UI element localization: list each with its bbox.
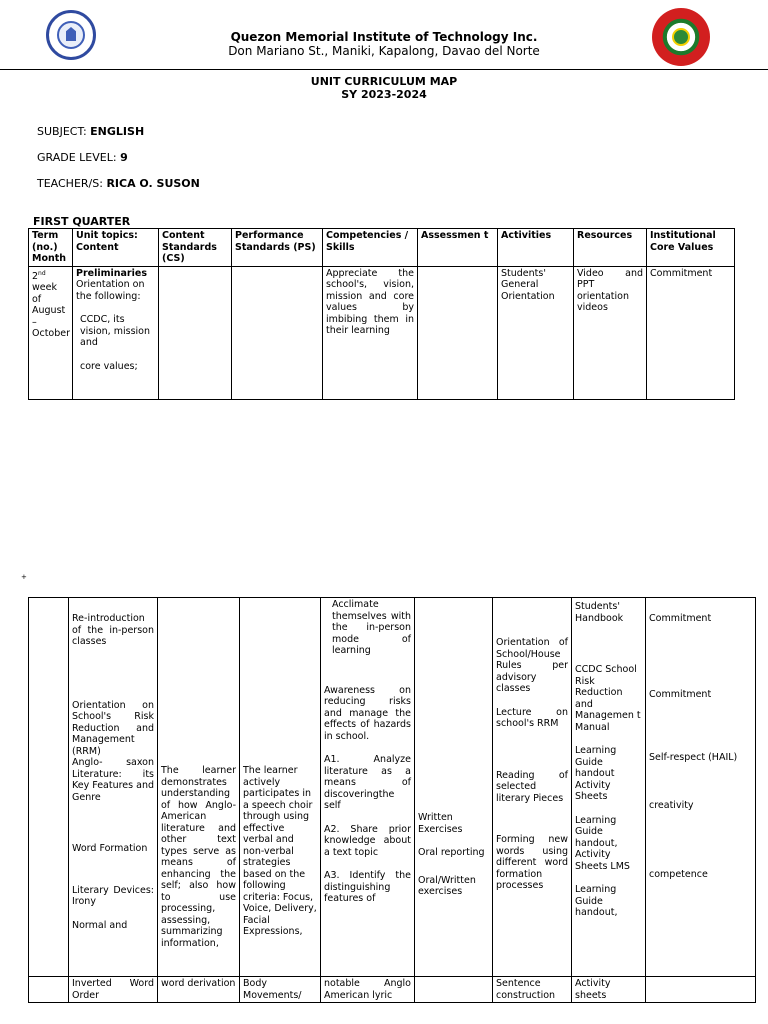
ps-cell: The learner actively participates in a speech choir through using effective verbal and non-verbal strategies based on the following criteria: Focus, Voice, Delivery, Facial Expressions, [240,598,321,977]
content-cell: Re-introduction of the in-person classes Orientation on School's Risk Reduction and Management (RRM) Anglo- saxon Literature: its Key Features and Genre Word Formation Literary Devices: Irony Normal and [69,598,158,977]
header-activities: Activities [498,229,574,267]
assessment-cell: Written Exercises Oral reporting Oral/Written exercises [415,598,493,977]
table-row [29,266,735,399]
ps-cell: Body Movements/ [240,977,321,1003]
activities-cell: Orientation of School/House Rules per advisory classes Lecture on school's RRM Reading of selected literary Pieces Forming new words using different word formation processes [493,598,572,977]
content-cell: Inverted Word Order [69,977,158,1003]
term-cell [29,598,69,977]
header-assessment: Assessmen t [418,229,498,267]
content-cell: Preliminaries Orientation on the following: CCDC, its vision, mission and core values; [73,266,159,399]
curriculum-table-1 [28,228,735,400]
competencies-cell: Acclimate themselves with the in-person mode of learning Awareness on reducing risks and manage the effects of hazards in school. A1. Analyze literature as a means of discoveringthe self A2. Share prior knowledge about a text topic A3. Identify the distinguishing features of [321,598,415,977]
values-cell [646,977,756,1003]
header-content: Unit topics: Content [73,229,159,267]
resources-cell: Activity sheets [572,977,646,1003]
plus-mark: + [21,573,27,581]
grade-line: GRADE LEVEL: 9 [37,151,128,164]
table-row [29,598,756,977]
school-year: SY 2023-2024 [341,88,427,101]
values-cell: Commitment [647,266,735,399]
competencies-cell: notable Anglo American lyric [321,977,415,1003]
teacher-value: RICA O. SUSON [106,177,200,190]
document-title: UNIT CURRICULUM MAP [310,75,458,88]
subject-value: ENGLISH [90,125,145,138]
header-content-standards: Content Standards (CS) [159,229,232,267]
cs-cell [159,266,232,399]
header-resources: Resources [574,229,647,267]
ps-cell [232,266,323,399]
institution-address: Don Mariano St., Maniki, Kapalong, Davao del Norte [228,44,540,58]
document-header [0,0,768,70]
grade-value: 9 [120,151,128,164]
assessment-cell [415,977,493,1003]
competencies-cell: Appreciate the school's, vision, mission and core values by imbibing them in their learning [323,266,418,399]
resources-cell: Students' Handbook CCDC School Risk Reduction and Managemen t Manual Learning Guide handout Activity Sheets Learning Guide handout, Activity Sheets LMS Learning Guide handout, [572,598,646,977]
header-term: Term (no.) Month [29,229,73,267]
assessment-cell [418,266,498,399]
quarter-heading: FIRST QUARTER [33,215,131,228]
cs-cell: word derivation [158,977,240,1003]
activities-cell: Sentence construction [493,977,572,1003]
activities-cell: Students' General Orientation [498,266,574,399]
resources-cell: Video and PPT orientation videos [574,266,647,399]
school-seal-icon [652,8,710,66]
header-core-values: Institutional Core Values [647,229,735,267]
subject-line: SUBJECT: ENGLISH [37,125,145,138]
term-cell [29,977,69,1003]
header-performance-standards: Performance Standards (PS) [232,229,323,267]
values-cell: Commitment Commitment Self-respect (HAIL) creativity competence [646,598,756,977]
cs-cell: The learner demonstrates understanding of how Anglo-American literature and other text types serve as means of enhancing the self; also how to use processing, assessing, summarizing information, [158,598,240,977]
curriculum-table-2 [28,597,756,1003]
term-cell: 2nd week of August – October [29,266,73,399]
header-competencies: Competencies / Skills [323,229,418,267]
institution-name: Quezon Memorial Institute of Technology Inc. [230,30,538,44]
table-row [29,977,756,1003]
teacher-line: TEACHER/S: RICA O. SUSON [37,177,200,190]
